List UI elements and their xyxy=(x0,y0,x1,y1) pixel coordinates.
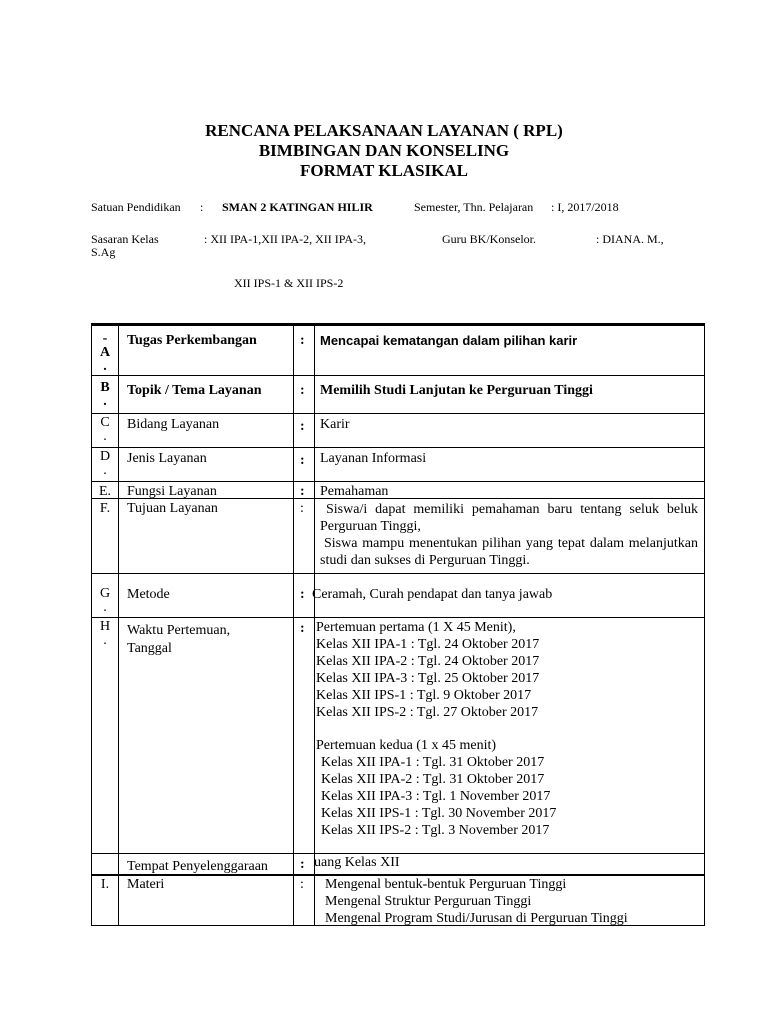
schedule-line: Kelas XII IPS-2 : Tgl. 27 Oktober 2017 xyxy=(316,705,539,720)
row-colon: : xyxy=(300,419,305,434)
row-value: Memilih Studi Lanjutan ke Perguruan Tinggi xyxy=(320,383,593,398)
row-divider xyxy=(92,853,704,854)
satuan-value: SMAN 2 KATINGAN HILIR xyxy=(222,200,373,214)
row-value: Layanan Informasi xyxy=(320,451,427,466)
row-divider xyxy=(92,447,704,448)
row-label: Bidang Layanan xyxy=(127,417,220,432)
schedule-line: Kelas XII IPA-1 : Tgl. 24 Oktober 2017 xyxy=(316,637,540,652)
row-divider xyxy=(92,375,704,376)
row-letter: I. xyxy=(100,877,110,892)
row-divider xyxy=(92,413,704,414)
row-colon: : xyxy=(300,453,305,468)
row-letter: E. xyxy=(98,484,112,499)
sasaran-label: Sasaran Kelas xyxy=(91,232,159,246)
row-letter: G . xyxy=(99,586,111,615)
row-value: Karir xyxy=(320,417,350,432)
row-label: Metode xyxy=(127,587,170,602)
row-label: Tujuan Layanan xyxy=(127,501,218,516)
row-colon: : xyxy=(300,333,305,348)
schedule-line: Kelas XII IPA-3 : Tgl. 25 Oktober 2017 xyxy=(316,671,540,686)
row-colon: : xyxy=(300,857,305,872)
row-value: Ceramah, Curah pendapat dan tanya jawab xyxy=(312,587,553,602)
row-label: Jenis Layanan xyxy=(127,451,207,466)
satuan-label: Satuan Pendidikan xyxy=(91,200,181,214)
row-value: uang Kelas XII xyxy=(314,855,400,870)
schedule-line: Pertemuan kedua (1 x 45 menit) xyxy=(316,738,497,753)
sasaran-value: : XII IPA-1,XII IPA-2, XII IPA-3, xyxy=(204,232,366,246)
row-value-goal-1: Siswa/i dapat memiliki pemahaman baru tentang seluk beluk Perguruan Tinggi, xyxy=(320,502,698,534)
row-value: Mencapai kematangan dalam pilihan karir xyxy=(320,333,578,348)
row-colon: : xyxy=(300,501,304,516)
guru-value: : DIANA. M., xyxy=(596,232,664,246)
semester-value: : I, 2017/2018 xyxy=(551,200,619,214)
schedule-line: Kelas XII IPS-1 : Tgl. 9 Oktober 2017 xyxy=(316,688,532,703)
row-colon: : xyxy=(300,877,304,892)
row-colon: : xyxy=(300,484,305,499)
row-label: Materi xyxy=(127,877,165,892)
doc-title-line3: FORMAT KLASIKAL xyxy=(300,161,468,180)
schedule-line: Pertemuan pertama (1 X 45 Menit), xyxy=(316,620,516,635)
material-line: Mengenal Program Studi/Jurusan di Perguruan Tinggi xyxy=(325,911,628,926)
row-label: Waktu Pertemuan, xyxy=(127,623,231,638)
schedule-line: Kelas XII IPS-1 : Tgl. 30 November 2017 xyxy=(321,806,557,821)
guru-value-cont: S.Ag xyxy=(91,245,116,259)
row-colon: : xyxy=(300,621,305,636)
rpl-table xyxy=(91,323,705,926)
doc-title-line2: BIMBINGAN DAN KONSELING xyxy=(258,141,510,160)
row-divider xyxy=(92,617,704,618)
satuan-colon: : xyxy=(200,200,204,214)
material-line: Mengenal bentuk-bentuk Perguruan Tinggi xyxy=(325,877,567,892)
row-colon: : xyxy=(300,587,305,602)
row-colon: : xyxy=(300,383,305,398)
row-letter: D . xyxy=(99,449,111,478)
row-label: Tugas Perkembangan xyxy=(127,333,257,348)
material-line: Mengenal Struktur Perguruan Tinggi xyxy=(325,894,532,909)
row-letter: C . xyxy=(100,415,110,444)
col-divider xyxy=(293,326,294,925)
row-label: Tempat Penyelenggaraan xyxy=(127,859,268,874)
row-letter: F. xyxy=(99,501,111,516)
row-label: Tanggal xyxy=(127,641,172,656)
row-divider xyxy=(92,573,704,574)
guru-label: Guru BK/Konselor. xyxy=(442,232,536,246)
col-divider xyxy=(314,326,315,925)
row-letter: - A . xyxy=(99,331,111,374)
schedule-line: Kelas XII IPA-2 : Tgl. 31 Oktober 2017 xyxy=(321,772,545,787)
sasaran-value-cont: XII IPS-1 & XII IPS-2 xyxy=(234,276,344,290)
row-divider xyxy=(92,481,704,482)
row-value-goal-2: Siswa mampu menentukan pilihan yang tepat dalam melanjutkan studi dan sukses di Perguruan Tinggi. xyxy=(320,536,698,568)
row-value: Pemahaman xyxy=(320,484,389,499)
row-label: Topik / Tema Layanan xyxy=(127,383,262,398)
doc-title-line1: RENCANA PELAKSANAAN LAYANAN ( RPL) xyxy=(205,121,563,140)
row-label: Fungsi Layanan xyxy=(127,484,217,499)
col-divider xyxy=(118,326,119,925)
schedule-line: Kelas XII IPA-1 : Tgl. 31 Oktober 2017 xyxy=(321,755,545,770)
schedule-line: Kelas XII IPS-2 : Tgl. 3 November 2017 xyxy=(321,823,550,838)
schedule-line: Kelas XII IPA-2 : Tgl. 24 Oktober 2017 xyxy=(316,654,540,669)
schedule-line: Kelas XII IPA-3 : Tgl. 1 November 2017 xyxy=(321,789,551,804)
row-letter: H . xyxy=(99,619,111,648)
semester-label: Semester, Thn. Pelajaran xyxy=(414,200,534,214)
row-letter: B . xyxy=(100,380,110,409)
